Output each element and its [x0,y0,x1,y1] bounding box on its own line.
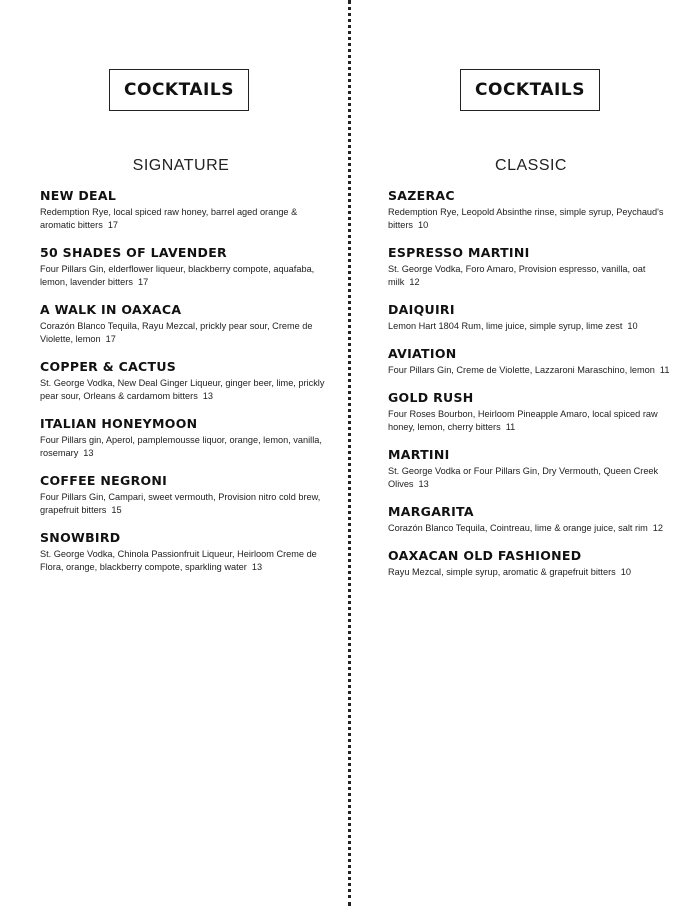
item-name: GOLD RUSH [388,390,474,405]
item-description [388,465,678,491]
item-name: COFFEE NEGRONI [40,473,168,488]
item-description [388,263,678,289]
item-price: 12 [409,277,420,287]
item-desc-text: Corazón Blanco Tequila, Cointreau, lime & orange juice, salt rim [388,523,648,533]
item-desc-text: St. George Vodka, Chinola Passionfruit Liqueur, Heirloom Creme de Flora, orange, blackberry compote, sparkling water [40,549,317,572]
list-item [388,548,678,579]
item-price: 11 [505,422,516,432]
item-name: SNOWBIRD [40,530,121,545]
item-description [388,206,678,232]
item-name: 50 SHADES OF LAVENDER [40,245,227,260]
item-desc-text: Four Pillars gin, Aperol, pamplemousse liquor, orange, lemon, vanilla, rosemary [40,435,322,458]
item-description [40,206,325,232]
right-title: COCKTAILS [460,69,600,111]
list-item [40,359,325,403]
list-item [40,416,325,460]
item-name: DAIQUIRI [388,302,455,317]
item-description [388,408,678,434]
item-price: 13 [202,391,214,401]
item-description [40,377,325,403]
list-item [40,245,325,289]
item-name: COPPER & CACTUS [40,359,177,374]
item-desc-text: St. George Vodka, New Deal Ginger Liqueur, ginger beer, lime, prickly pear sour, Orleans & cardamom bitters [40,378,325,401]
item-desc-text: St. George Vodka, Foro Amaro, Provision espresso, vanilla, oat milk [388,264,646,287]
list-item [388,390,678,434]
item-description [388,566,678,579]
item-desc-text: Rayu Mezcal, simple syrup, aromatic & grapefruit bitters [388,567,616,577]
item-description [40,263,325,289]
item-desc-text: St. George Vodka or Four Pillars Gin, Dry Vermouth, Queen Creek Olives [388,466,659,489]
list-item [40,188,325,232]
item-price: 13 [418,479,429,489]
item-name: MARGARITA [388,504,474,519]
list-item [40,302,325,346]
list-item [388,188,678,232]
dotted-divider [348,0,351,906]
section-heading-signature: SIGNATURE [132,157,230,174]
item-description [40,548,325,574]
item-name: OAXACAN OLD FASHIONED [388,548,582,563]
item-description [388,320,678,333]
item-desc-text: Redemption Rye, local spiced raw honey, barrel aged orange & aromatic bitters [40,207,298,230]
classic-list [388,188,678,592]
item-name: NEW DEAL [40,188,117,203]
item-name: AVIATION [388,346,457,361]
item-price: 10 [627,321,638,331]
item-name: MARTINI [388,447,450,462]
item-desc-text: Corazón Blanco Tequila, Rayu Mezcal, prickly pear sour, Creme de Violette, lemon [40,321,313,344]
item-desc-text: Four Roses Bourbon, Heirloom Pineapple Amaro, local spiced raw honey, lemon, cherry bitters [388,409,658,432]
item-price: 17 [137,277,149,287]
list-item [388,302,678,333]
left-title: COCKTAILS [109,69,249,111]
list-item [388,245,678,289]
item-desc-text: Four Pillars Gin, Campari, sweet vermouth, Provision nitro cold brew, grapefruit bitters [40,492,321,515]
item-description [40,434,325,460]
item-price: 11 [659,365,670,375]
item-price: 17 [105,334,116,344]
item-desc-text: Lemon Hart 1804 Rum, lime juice, simple syrup, lime zest [388,321,623,331]
item-name: SAZERAC [388,188,455,203]
item-price: 17 [107,220,119,230]
item-name: ESPRESSO MARTINI [388,245,530,260]
item-desc-text: Redemption Rye, Leopold Absinthe rinse, simple syrup, Peychaud's bitters [388,207,664,230]
item-desc-text: Four Pillars Gin, Creme de Violette, Lazzaroni Maraschino, lemon [388,365,655,375]
item-name: ITALIAN HONEYMOON [40,416,198,431]
item-description [40,320,325,346]
signature-list [40,188,325,587]
item-description [40,491,325,517]
list-item [388,346,678,377]
item-price: 10 [418,220,429,230]
item-price: 13 [251,562,263,572]
item-price: 13 [83,448,94,458]
list-item [388,504,678,535]
item-price: 10 [620,567,631,577]
item-description [388,364,678,377]
item-name: A WALK IN OAXACA [40,302,182,317]
list-item [40,530,325,574]
list-item [40,473,325,517]
section-heading-classic: CLASSIC [495,157,567,174]
item-description [388,522,678,535]
item-desc-text: Four Pillars Gin, elderflower liqueur, blackberry compote, aquafaba, lemon, lavender bitters [40,264,315,287]
item-price: 12 [652,523,663,533]
list-item [388,447,678,491]
item-price: 15 [111,505,122,515]
